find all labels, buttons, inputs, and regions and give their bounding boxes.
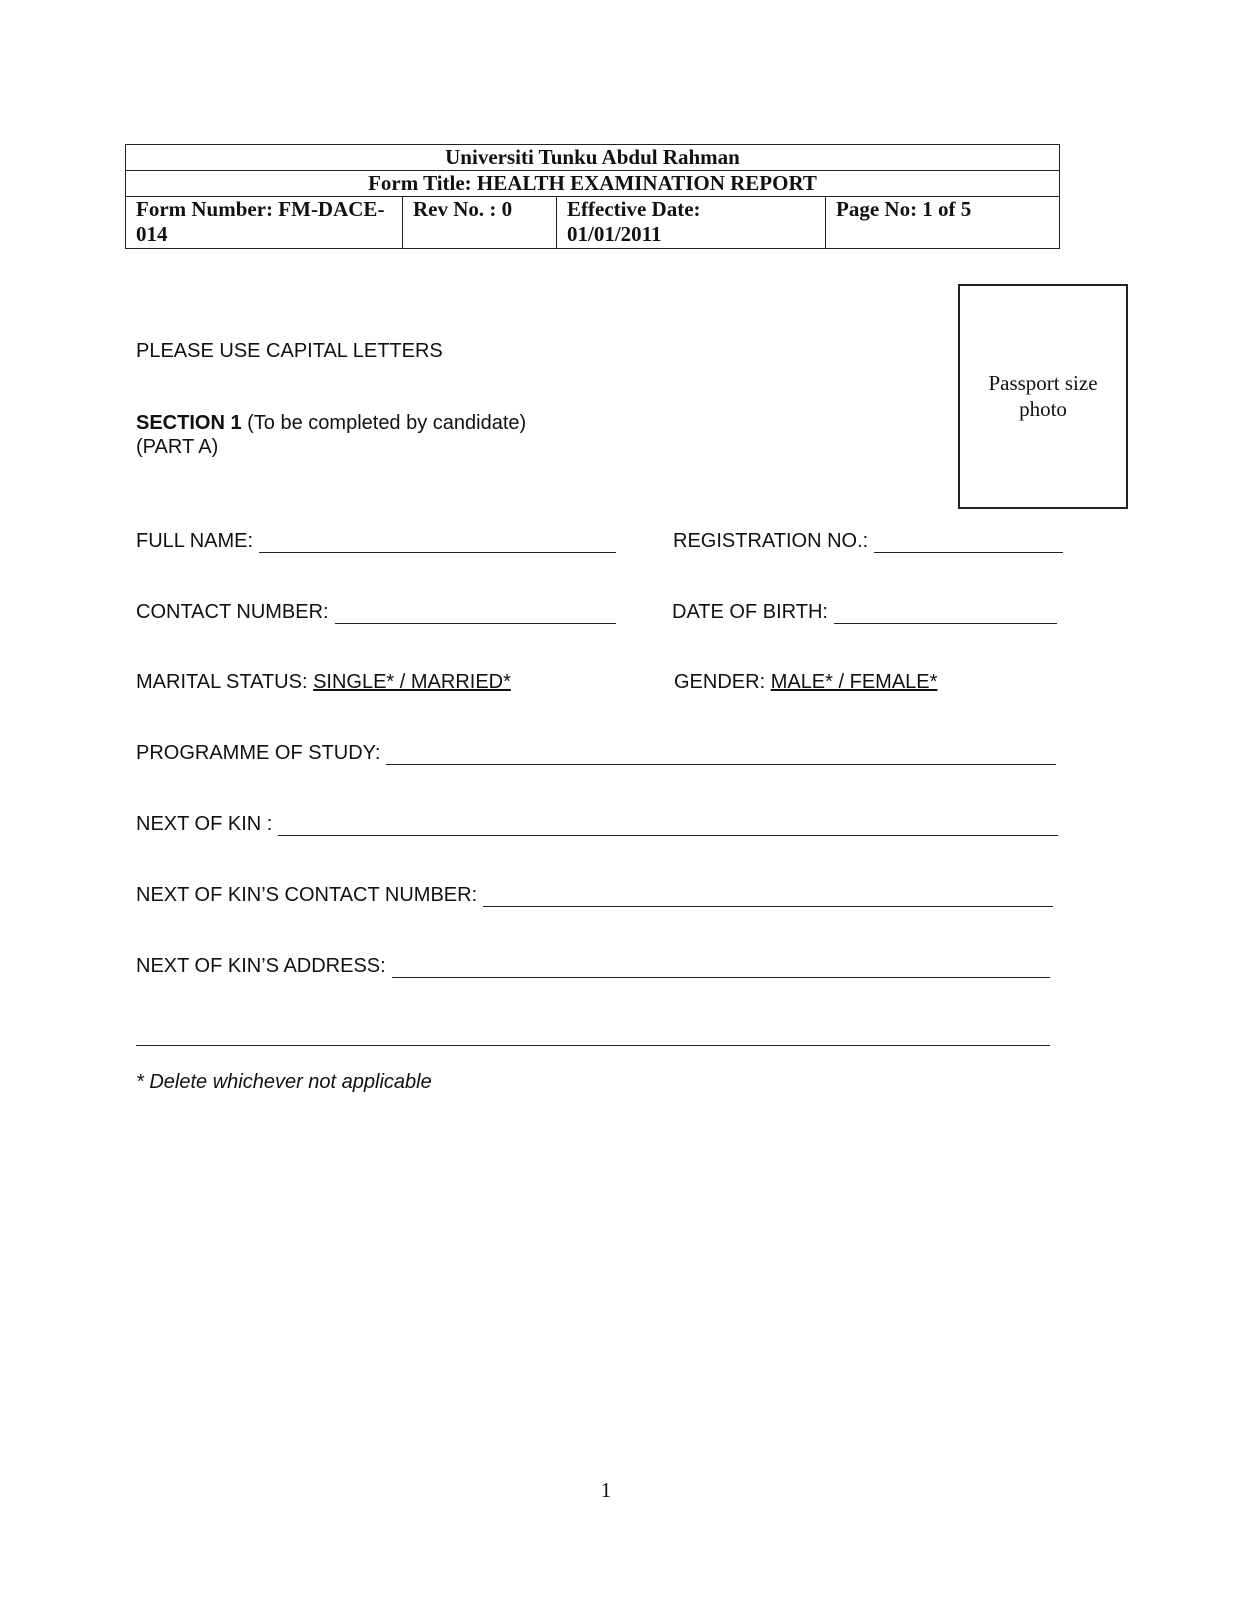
contact-number-label: CONTACT NUMBER: xyxy=(136,601,329,623)
nok-contact-label: NEXT OF KIN’S CONTACT NUMBER: xyxy=(136,884,478,906)
section-title: SECTION 1 xyxy=(136,412,242,434)
full-name-input[interactable] xyxy=(259,534,616,553)
marital-status-field[interactable] xyxy=(136,671,511,694)
form-title: Form Title: HEALTH EXAMINATION REPORT xyxy=(126,171,1060,197)
programme-field[interactable] xyxy=(136,741,1056,765)
page-number: 1 xyxy=(600,1478,612,1502)
date-of-birth-input[interactable] xyxy=(834,605,1057,624)
nok-address-input[interactable] xyxy=(392,959,1050,978)
section-note: (To be completed by candidate) xyxy=(247,412,527,434)
gender-options[interactable]: MALE* / FEMALE* xyxy=(770,671,938,693)
photo-box-label: Passport size photo xyxy=(988,371,1098,421)
date-of-birth-field[interactable] xyxy=(672,600,1057,624)
date-of-birth-label: DATE OF BIRTH: xyxy=(672,601,828,623)
next-of-kin-field[interactable] xyxy=(136,812,1058,836)
marital-status-label: MARITAL STATUS: xyxy=(136,671,308,693)
nok-address-field[interactable] xyxy=(136,954,1050,978)
footnote: * Delete whichever not applicable xyxy=(136,1071,432,1093)
gender-field[interactable] xyxy=(674,671,937,694)
effective-date xyxy=(557,197,826,249)
full-name-field[interactable] xyxy=(136,529,616,553)
passport-photo-box[interactable] xyxy=(958,284,1128,509)
nok-contact-field[interactable] xyxy=(136,883,1053,907)
instruction-text: PLEASE USE CAPITAL LETTERS xyxy=(136,340,443,362)
section-heading xyxy=(136,411,526,459)
marital-status-options[interactable]: SINGLE* / MARRIED* xyxy=(313,671,511,693)
programme-input[interactable] xyxy=(386,746,1056,765)
full-name-label: FULL NAME: xyxy=(136,530,254,552)
effective-date-label: Effective Date: xyxy=(567,197,701,221)
page-no: Page No: 1 of 5 xyxy=(826,197,1060,249)
rev-no: Rev No. : 0 xyxy=(403,197,557,249)
nok-contact-input[interactable] xyxy=(483,888,1053,907)
form-header-table xyxy=(125,144,1060,249)
next-of-kin-input[interactable] xyxy=(278,817,1058,836)
programme-label: PROGRAMME OF STUDY: xyxy=(136,742,381,764)
nok-address-input-line-2[interactable] xyxy=(136,1045,1050,1046)
registration-no-label: REGISTRATION NO.: xyxy=(673,530,869,552)
effective-date-value: 01/01/2011 xyxy=(567,222,662,246)
contact-number-field[interactable] xyxy=(136,600,616,624)
nok-address-label: NEXT OF KIN’S ADDRESS: xyxy=(136,955,386,977)
form-number: Form Number: FM-DACE-014 xyxy=(126,197,403,249)
institution-name: Universiti Tunku Abdul Rahman xyxy=(126,145,1060,171)
gender-label: GENDER: xyxy=(674,671,766,693)
registration-no-field[interactable] xyxy=(673,529,1063,553)
section-part: (PART A) xyxy=(136,436,219,458)
next-of-kin-label: NEXT OF KIN : xyxy=(136,813,273,835)
registration-no-input[interactable] xyxy=(874,534,1063,553)
contact-number-input[interactable] xyxy=(335,605,616,624)
